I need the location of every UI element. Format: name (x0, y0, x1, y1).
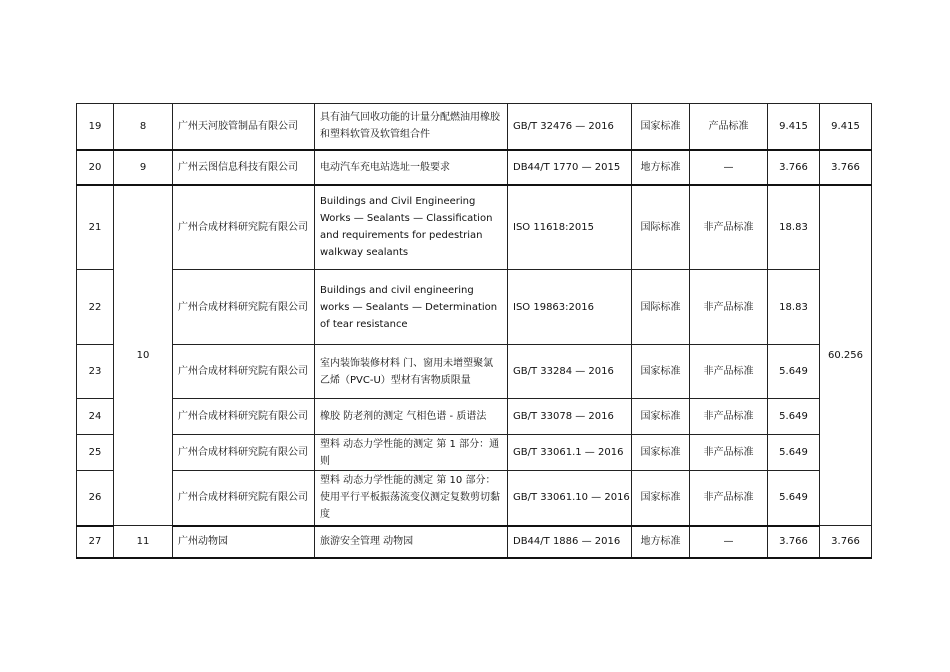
total-score: 3.766 (820, 150, 872, 185)
standard-name: Buildings and civil engineering works — Sealants — Determination of tear resistance (315, 270, 508, 345)
standard-code: ISO 19863:2016 (508, 270, 632, 345)
organization: 广州合成材料研究院有限公司 (173, 270, 315, 345)
standard-code: GB/T 33061.1 — 2016 (508, 435, 632, 471)
organization: 广州合成材料研究院有限公司 (173, 185, 315, 270)
table-row (77, 435, 872, 471)
standard-name: 橡胶 防老剂的测定 气相色谱 - 质谱法 (315, 399, 508, 435)
score: 18.83 (768, 270, 820, 345)
standard-level: 国家标准 (632, 399, 690, 435)
standard-type: 非产品标准 (690, 345, 768, 399)
standard-name: 塑料 动态力学性能的测定 第 1 部分：通则 (315, 435, 508, 471)
row-number: 25 (77, 435, 114, 471)
score: 18.83 (768, 185, 820, 270)
standard-name: 旅游安全管理 动物园 (315, 526, 508, 558)
standard-level: 国际标准 (632, 185, 690, 270)
group-number: 9 (114, 150, 173, 185)
standard-code: GB/T 33078 — 2016 (508, 399, 632, 435)
organization: 广州合成材料研究院有限公司 (173, 435, 315, 471)
table-row (77, 150, 872, 185)
row-number: 27 (77, 526, 114, 558)
standard-level: 国家标准 (632, 471, 690, 526)
group-number: 10 (114, 185, 173, 526)
score: 3.766 (768, 526, 820, 558)
standard-code: DB44/T 1886 — 2016 (508, 526, 632, 558)
table-row (77, 526, 872, 558)
standards-table (76, 103, 872, 559)
organization: 广州合成材料研究院有限公司 (173, 471, 315, 526)
table-row (77, 270, 872, 345)
row-number: 23 (77, 345, 114, 399)
standard-type: 非产品标准 (690, 399, 768, 435)
standard-type: — (690, 150, 768, 185)
row-number: 20 (77, 150, 114, 185)
row-number: 22 (77, 270, 114, 345)
standard-level: 国家标准 (632, 104, 690, 150)
organization: 广州合成材料研究院有限公司 (173, 399, 315, 435)
organization: 广州合成材料研究院有限公司 (173, 345, 315, 399)
table-row (77, 104, 872, 150)
standard-level: 国际标准 (632, 270, 690, 345)
table-row (77, 471, 872, 526)
row-number: 19 (77, 104, 114, 150)
standard-level: 国家标准 (632, 345, 690, 399)
total-score: 3.766 (820, 526, 872, 558)
total-score: 9.415 (820, 104, 872, 150)
standard-level: 地方标准 (632, 150, 690, 185)
score: 9.415 (768, 104, 820, 150)
group-number: 8 (114, 104, 173, 150)
standard-code: ISO 11618:2015 (508, 185, 632, 270)
standard-level: 国家标准 (632, 435, 690, 471)
score: 3.766 (768, 150, 820, 185)
score: 5.649 (768, 345, 820, 399)
row-number: 21 (77, 185, 114, 270)
standard-type: 非产品标准 (690, 435, 768, 471)
standard-type: 产品标准 (690, 104, 768, 150)
organization: 广州天河胶管制品有限公司 (173, 104, 315, 150)
standard-code: GB/T 33284 — 2016 (508, 345, 632, 399)
total-score: 60.256 (820, 185, 872, 526)
standard-code: DB44/T 1770 — 2015 (508, 150, 632, 185)
organization: 广州动物园 (173, 526, 315, 558)
table-row (77, 185, 872, 270)
standard-name: 塑料 动态力学性能的测定 第 10 部分：使用平行平板振荡流变仪测定复数剪切黏度 (315, 471, 508, 526)
standard-name: 电动汽车充电站选址一般要求 (315, 150, 508, 185)
standard-level: 地方标准 (632, 526, 690, 558)
score: 5.649 (768, 399, 820, 435)
organization: 广州云图信息科技有限公司 (173, 150, 315, 185)
group-number: 11 (114, 526, 173, 558)
table-row (77, 399, 872, 435)
standard-name: Buildings and Civil Engineering Works — Sealants — Classification and requirements for pedestrian walkway sealants (315, 185, 508, 270)
standard-type: 非产品标准 (690, 471, 768, 526)
standard-type: 非产品标准 (690, 185, 768, 270)
standard-code: GB/T 33061.10 — 2016 (508, 471, 632, 526)
standard-name: 具有油气回收功能的计量分配燃油用橡胶和塑料软管及软管组合件 (315, 104, 508, 150)
score: 5.649 (768, 435, 820, 471)
score: 5.649 (768, 471, 820, 526)
standard-type: — (690, 526, 768, 558)
standard-name: 室内装饰装修材料 门、窗用未增塑聚氯乙烯（PVC-U）型材有害物质限量 (315, 345, 508, 399)
table-row (77, 345, 872, 399)
standard-type: 非产品标准 (690, 270, 768, 345)
row-number: 26 (77, 471, 114, 526)
standard-code: GB/T 32476 — 2016 (508, 104, 632, 150)
row-number: 24 (77, 399, 114, 435)
